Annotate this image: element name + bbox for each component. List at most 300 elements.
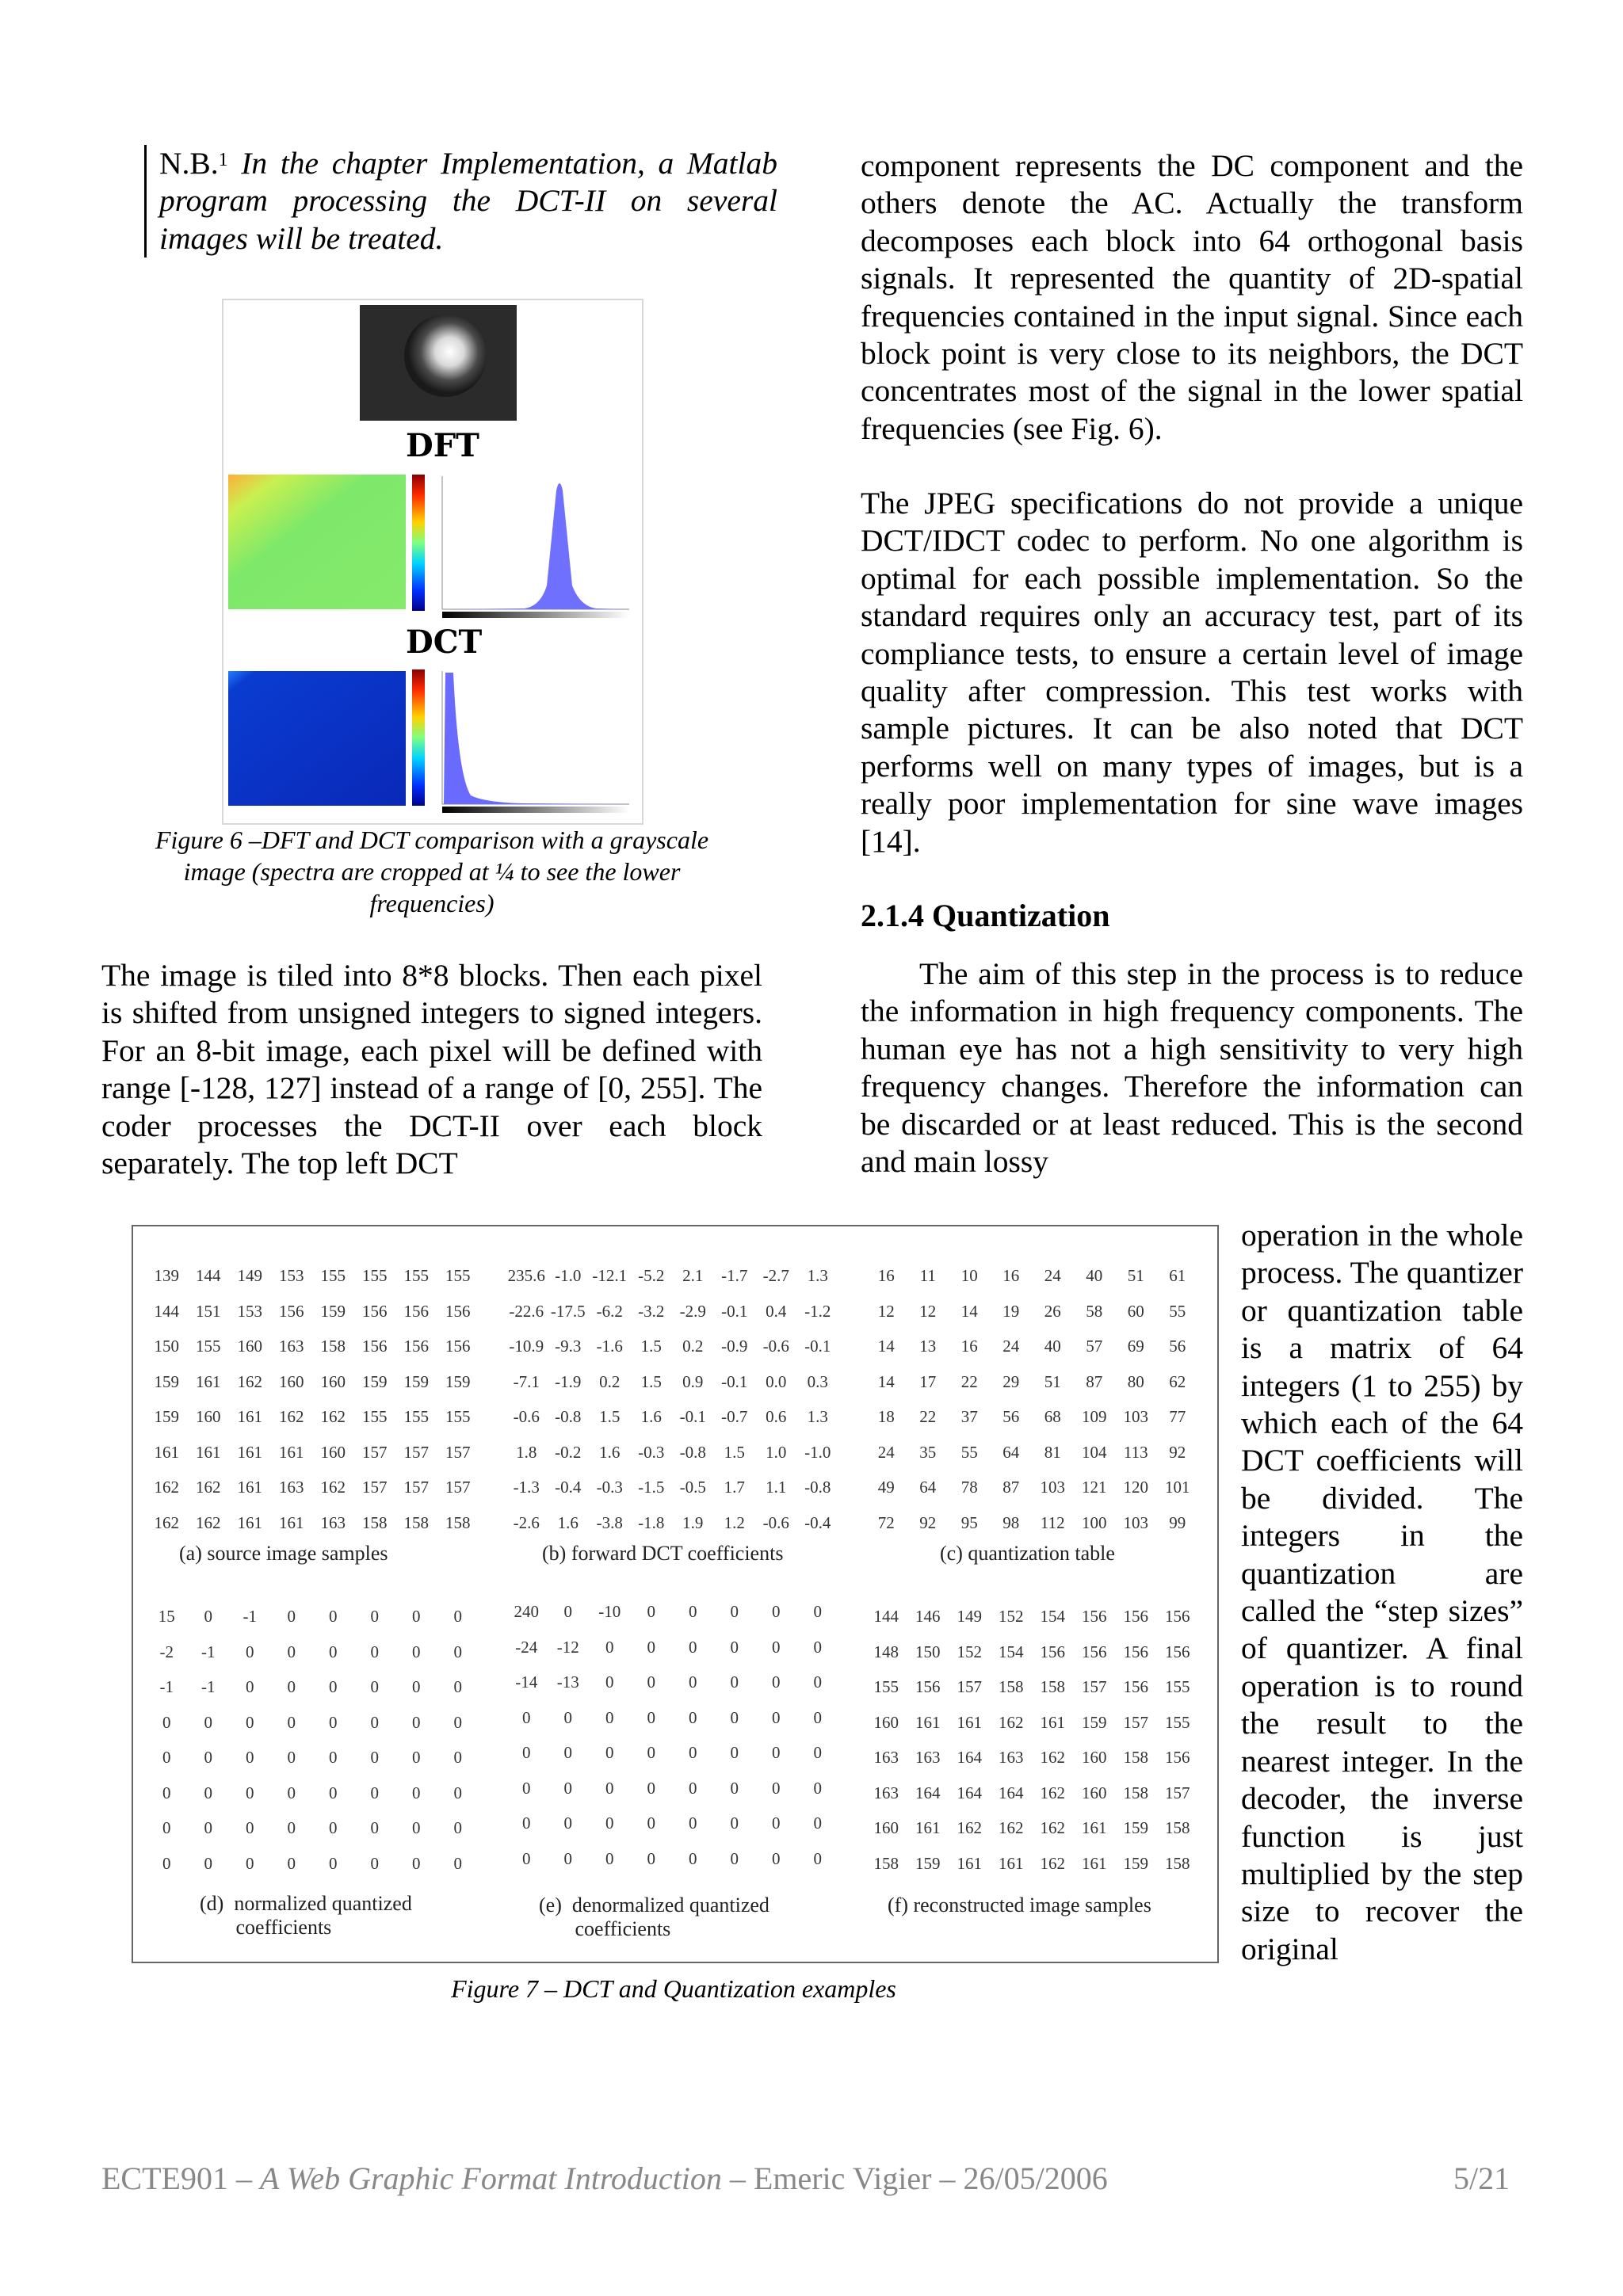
- matrix-cell: 0: [730, 1637, 739, 1657]
- label-f: (f) reconstructed image samples: [888, 1894, 1151, 1917]
- matrix-cell: 160: [279, 1371, 304, 1391]
- matrix-cell: 155: [362, 1266, 388, 1285]
- matrix-cell: 156: [1082, 1607, 1107, 1626]
- matrix-cell: -1.5: [638, 1478, 665, 1497]
- footer-title: A Web Graphic Format Introduction: [259, 2161, 722, 2196]
- matrix-cell: 0: [522, 1848, 531, 1868]
- matrix-cell: 0: [772, 1707, 781, 1727]
- matrix-cell: 60: [1127, 1301, 1144, 1321]
- label-d: (d) normalized quantized coefficients: [200, 1892, 412, 1939]
- matrix-cell: -1: [201, 1677, 216, 1696]
- matrix-cell: 157: [445, 1442, 471, 1462]
- matrix-cell: 161: [957, 1853, 982, 1873]
- matrix-cell: 153: [237, 1301, 262, 1321]
- matrix-forward-dct: [506, 1258, 838, 1540]
- matrix-cell: 162: [320, 1478, 346, 1497]
- matrix-cell: -17.5: [550, 1301, 586, 1321]
- matrix-cell: 0: [287, 1712, 296, 1732]
- matrix-cell: 162: [154, 1478, 179, 1497]
- matrix-cell: 160: [320, 1371, 346, 1391]
- section-heading: 2.1.4 Quantization: [861, 898, 1110, 933]
- matrix-cell: 163: [873, 1783, 899, 1802]
- matrix-cell: 155: [320, 1266, 346, 1285]
- matrix-cell: 0: [563, 1707, 572, 1727]
- matrix-cell: 0: [647, 1814, 655, 1833]
- matrix-cell: 159: [915, 1853, 941, 1873]
- matrix-cell: 159: [403, 1371, 429, 1391]
- matrix-cell: 161: [1082, 1818, 1107, 1837]
- matrix-cell: 161: [915, 1818, 941, 1837]
- matrix-cell: 0.9: [682, 1371, 704, 1391]
- matrix-cell: 0: [772, 1672, 781, 1691]
- matrix-cell: 0: [204, 1712, 212, 1732]
- matrix-cell: 55: [960, 1442, 978, 1462]
- matrix-cell: 0: [246, 1853, 254, 1873]
- matrix-cell: -2: [159, 1642, 174, 1661]
- matrix-cell: 0: [412, 1783, 421, 1802]
- matrix-cell: 0: [813, 1743, 822, 1762]
- matrix-cell: -14: [515, 1672, 538, 1691]
- matrix-cell: 0: [813, 1848, 822, 1868]
- matrix-cell: 161: [237, 1407, 262, 1426]
- matrix-cell: 87: [1002, 1478, 1020, 1497]
- matrix-cell: 0: [246, 1642, 254, 1661]
- matrix-cell: 0: [813, 1707, 822, 1727]
- matrix-cell: 1.5: [599, 1407, 621, 1426]
- matrix-cell: 0: [412, 1818, 421, 1837]
- matrix-cell: 157: [1123, 1712, 1148, 1732]
- matrix-cell: 0: [412, 1712, 421, 1732]
- matrix-cell: 98: [1002, 1512, 1020, 1532]
- matrix-cell: 100: [1082, 1512, 1107, 1532]
- matrix-cell: 0: [246, 1748, 254, 1767]
- matrix-cell: -0.8: [804, 1478, 831, 1497]
- matrix-cell: 150: [915, 1642, 941, 1661]
- matrix-cell: -24: [515, 1637, 538, 1657]
- matrix-cell: 0: [412, 1642, 421, 1661]
- matrix-cell: 158: [1165, 1853, 1190, 1873]
- matrix-cell: 160: [1082, 1748, 1107, 1767]
- matrix-cell: 0: [162, 1783, 171, 1802]
- matrix-cell: 0: [730, 1814, 739, 1833]
- matrix-cell: 157: [362, 1478, 388, 1497]
- matrix-cell: 0: [689, 1672, 697, 1691]
- matrix-cell: 159: [1123, 1818, 1148, 1837]
- matrix-cell: 0: [689, 1602, 697, 1621]
- matrix-normalized-quantized: [146, 1599, 479, 1881]
- matrix-cell: 56: [1169, 1337, 1186, 1356]
- matrix-cell: 0: [522, 1707, 531, 1727]
- matrix-cell: 0: [204, 1783, 212, 1802]
- matrix-cell: 157: [1165, 1783, 1190, 1802]
- matrix-cell: 155: [403, 1407, 429, 1426]
- matrix-cell: 113: [1123, 1442, 1148, 1462]
- matrix-cell: 101: [1165, 1478, 1190, 1497]
- dft-spectrum: [228, 475, 406, 609]
- matrix-cell: 161: [279, 1442, 304, 1462]
- matrix-cell: 156: [362, 1337, 388, 1356]
- matrix-cell: 0: [563, 1848, 572, 1868]
- matrix-cell: 152: [957, 1642, 982, 1661]
- matrix-cell: 161: [279, 1512, 304, 1532]
- matrix-cell: 159: [445, 1371, 471, 1391]
- matrix-cell: -0.8: [679, 1442, 706, 1462]
- matrix-cell: 161: [237, 1442, 262, 1462]
- matrix-cell: -0.8: [555, 1407, 582, 1426]
- matrix-cell: 0: [605, 1637, 614, 1657]
- matrix-cell: 0: [772, 1602, 781, 1621]
- matrix-cell: 22: [960, 1371, 978, 1391]
- matrix-cell: 158: [445, 1512, 471, 1532]
- matrix-cell: 0: [772, 1848, 781, 1868]
- matrix-cell: 162: [196, 1478, 221, 1497]
- matrix-cell: 24: [1044, 1266, 1061, 1285]
- matrix-cell: 156: [1123, 1677, 1148, 1696]
- matrix-cell: 0: [412, 1607, 421, 1626]
- matrix-cell: -0.3: [638, 1442, 665, 1462]
- matrix-cell: 0: [605, 1778, 614, 1798]
- matrix-cell: 162: [196, 1512, 221, 1532]
- matrix-cell: -0.7: [721, 1407, 748, 1426]
- matrix-cell: 0: [453, 1642, 462, 1661]
- matrix-cell: 0: [287, 1853, 296, 1873]
- matrix-cell: 0: [329, 1642, 338, 1661]
- matrix-cell: 0: [329, 1607, 338, 1626]
- matrix-cell: 155: [1165, 1677, 1190, 1696]
- matrix-cell: 121: [1082, 1478, 1107, 1497]
- matrix-cell: 0: [287, 1642, 296, 1661]
- footer-author-date: – Emeric Vigier – 26/05/2006: [721, 2161, 1108, 2196]
- matrix-cell: 164: [957, 1748, 982, 1767]
- matrix-cell: 0: [204, 1853, 212, 1873]
- matrix-cell: 161: [196, 1371, 221, 1391]
- matrix-cell: -1: [159, 1677, 174, 1696]
- matrix-cell: 162: [237, 1371, 262, 1391]
- matrix-cell: 29: [1002, 1371, 1020, 1391]
- matrix-cell: 163: [999, 1748, 1024, 1767]
- matrix-cell: 151: [196, 1301, 221, 1321]
- matrix-cell: 22: [919, 1407, 937, 1426]
- matrix-cell: -0.1: [679, 1407, 706, 1426]
- nb-lead: N.B.: [159, 146, 219, 181]
- matrix-cell: 158: [320, 1337, 346, 1356]
- matrix-cell: 155: [445, 1266, 471, 1285]
- matrix-cell: 161: [237, 1512, 262, 1532]
- matrix-cell: -0.5: [679, 1478, 706, 1497]
- matrix-cell: 0: [453, 1748, 462, 1767]
- matrix-cell: 0: [370, 1712, 379, 1732]
- matrix-cell: 1.9: [682, 1512, 704, 1532]
- matrix-cell: 158: [1040, 1677, 1065, 1696]
- matrix-cell: 56: [1002, 1407, 1020, 1426]
- matrix-cell: 0: [287, 1748, 296, 1767]
- matrix-cell: 92: [1169, 1442, 1186, 1462]
- matrix-cell: -0.1: [721, 1371, 748, 1391]
- matrix-cell: 37: [960, 1407, 978, 1426]
- matrix-cell: 158: [362, 1512, 388, 1532]
- matrix-cell: 0: [370, 1677, 379, 1696]
- matrix-cell: 1.1: [766, 1478, 787, 1497]
- matrix-cell: 15: [158, 1607, 175, 1626]
- matrix-cell: 64: [919, 1478, 937, 1497]
- left-paragraph: The image is tiled into 8*8 blocks. Then each pixel is shifted from unsigned integers to signed integers. For an 8-bit image, each pixel will be defined with range [-128, 127] instead of a range of [0, 255]. The coder processes the DCT-II over each block separately. The top left DCT: [101, 958, 762, 1181]
- matrix-cell: 24: [1002, 1337, 1020, 1356]
- matrix-cell: 0.0: [766, 1371, 787, 1391]
- matrix-cell: 0: [813, 1637, 822, 1657]
- footnote-marker: 1: [218, 150, 228, 170]
- matrix-cell: 155: [873, 1677, 899, 1696]
- matrix-cell: 0: [412, 1677, 421, 1696]
- matrix-cell: 157: [957, 1677, 982, 1696]
- matrix-cell: 157: [445, 1478, 471, 1497]
- figure-6-graphic: [223, 300, 642, 823]
- matrix-cell: 24: [877, 1442, 895, 1462]
- quantization-paragraph: The aim of this step in the process is to reduce the information in high frequency components. The human eye has not a high sensitivity to very high frequency changes. Therefore the information can be discarded or at least reduced. This is the second and main lossy: [861, 956, 1523, 1180]
- matrix-cell: -1.0: [555, 1266, 582, 1285]
- matrix-cell: 0: [162, 1712, 171, 1732]
- matrix-cell: -3.8: [596, 1512, 623, 1532]
- matrix-cell: 0: [453, 1677, 462, 1696]
- matrix-cell: 103: [1123, 1407, 1148, 1426]
- matrix-cell: 1.7: [724, 1478, 745, 1497]
- matrix-cell: 157: [362, 1442, 388, 1462]
- matrix-cell: 1.5: [724, 1442, 745, 1462]
- matrix-cell: 0: [370, 1818, 379, 1837]
- matrix-cell: 146: [915, 1607, 941, 1626]
- matrix-cell: 159: [154, 1407, 179, 1426]
- matrix-cell: 0: [772, 1778, 781, 1798]
- matrix-cell: 0: [246, 1818, 254, 1837]
- matrix-cell: 77: [1169, 1407, 1186, 1426]
- matrix-cell: 155: [403, 1266, 429, 1285]
- matrix-cell: -2.9: [679, 1301, 706, 1321]
- matrix-cell: 103: [1040, 1478, 1065, 1497]
- matrix-cell: 161: [237, 1478, 262, 1497]
- matrix-cell: 156: [1040, 1642, 1065, 1661]
- matrix-cell: 95: [960, 1512, 978, 1532]
- matrix-cell: 12: [919, 1301, 937, 1321]
- matrix-cell: 0.2: [599, 1371, 621, 1391]
- matrix-cell: 159: [320, 1301, 346, 1321]
- matrix-cell: 156: [1082, 1642, 1107, 1661]
- matrix-cell: 69: [1127, 1337, 1144, 1356]
- matrix-cell: 153: [279, 1266, 304, 1285]
- footer-left: [101, 2160, 1108, 2197]
- matrix-cell: 0: [246, 1677, 254, 1696]
- figure-7: [132, 1225, 1219, 1963]
- matrix-cell: 0: [689, 1814, 697, 1833]
- dft-colorbar: [412, 475, 425, 611]
- matrix-cell: 156: [403, 1337, 429, 1356]
- footer-course: ECTE901 –: [101, 2161, 260, 2196]
- matrix-cell: 19: [1002, 1301, 1020, 1321]
- matrix-cell: 139: [154, 1266, 179, 1285]
- dft-histogram: [442, 476, 629, 618]
- matrix-cell: 0: [813, 1672, 822, 1691]
- matrix-cell: 162: [1040, 1853, 1065, 1873]
- matrix-cell: 156: [362, 1301, 388, 1321]
- matrix-cell: 0.3: [807, 1371, 828, 1391]
- matrix-cell: 0.4: [766, 1301, 787, 1321]
- matrix-cell: 51: [1044, 1371, 1061, 1391]
- matrix-cell: 0: [647, 1602, 655, 1621]
- matrix-cell: 144: [196, 1266, 221, 1285]
- matrix-cell: 0: [453, 1783, 462, 1802]
- figure-7-caption: Figure 7 – DCT and Quantization examples: [451, 1974, 896, 2003]
- matrix-cell: 87: [1086, 1371, 1103, 1391]
- matrix-cell: 152: [999, 1607, 1024, 1626]
- matrix-cell: 61: [1169, 1266, 1186, 1285]
- matrix-cell: 156: [1123, 1642, 1148, 1661]
- matrix-cell: 0: [453, 1712, 462, 1732]
- matrix-cell: 158: [999, 1677, 1024, 1696]
- matrix-cell: 11: [919, 1266, 936, 1285]
- matrix-cell: 0: [522, 1743, 531, 1762]
- matrix-cell: 235.6: [507, 1266, 545, 1285]
- matrix-cell: 0: [647, 1637, 655, 1657]
- matrix-cell: 0: [162, 1853, 171, 1873]
- matrix-cell: 1.3: [807, 1266, 828, 1285]
- matrix-cell: 157: [1082, 1677, 1107, 1696]
- matrix-cell: 13: [919, 1337, 937, 1356]
- matrix-cell: -1.6: [596, 1337, 623, 1356]
- matrix-cell: 0: [204, 1748, 212, 1767]
- matrix-cell: 112: [1040, 1512, 1065, 1532]
- matrix-cell: 0: [287, 1783, 296, 1802]
- matrix-source-samples: [146, 1258, 479, 1540]
- matrix-cell: 16: [960, 1337, 978, 1356]
- dft-label: DFT: [406, 427, 479, 464]
- matrix-cell: 26: [1044, 1301, 1061, 1321]
- matrix-cell: 0: [453, 1853, 462, 1873]
- matrix-cell: 158: [873, 1853, 899, 1873]
- matrix-cell: -1: [201, 1642, 216, 1661]
- matrix-cell: 57: [1086, 1337, 1103, 1356]
- matrix-cell: 0: [605, 1848, 614, 1868]
- matrix-cell: 1.5: [640, 1371, 662, 1391]
- matrix-cell: 162: [279, 1407, 304, 1426]
- matrix-cell: 156: [1165, 1642, 1190, 1661]
- label-c: (c) quantization table: [940, 1542, 1115, 1565]
- matrix-cell: 0: [453, 1818, 462, 1837]
- matrix-cell: 161: [957, 1712, 982, 1732]
- matrix-cell: 162: [1040, 1748, 1065, 1767]
- matrix-cell: 163: [915, 1748, 941, 1767]
- matrix-cell: 109: [1082, 1407, 1107, 1426]
- label-e: (e) denormalized quantized coefficients: [539, 1894, 769, 1940]
- matrix-cell: 162: [957, 1818, 982, 1837]
- matrix-cell: -6.2: [596, 1301, 623, 1321]
- matrix-cell: 162: [999, 1712, 1024, 1732]
- matrix-cell: 161: [1082, 1853, 1107, 1873]
- matrix-cell: 0: [772, 1743, 781, 1762]
- matrix-cell: 159: [154, 1371, 179, 1391]
- matrix-cell: 10: [960, 1266, 978, 1285]
- matrix-cell: 58: [1086, 1301, 1103, 1321]
- matrix-cell: 160: [196, 1407, 221, 1426]
- matrix-cell: 144: [873, 1607, 899, 1626]
- matrix-cell: 0: [689, 1707, 697, 1727]
- matrix-cell: 35: [919, 1442, 937, 1462]
- matrix-cell: -3.2: [638, 1301, 665, 1321]
- matrix-cell: 0: [329, 1853, 338, 1873]
- matrix-cell: 160: [873, 1818, 899, 1837]
- matrix-cell: 162: [1040, 1818, 1065, 1837]
- matrix-cell: 49: [877, 1478, 895, 1497]
- matrix-cell: -13: [556, 1672, 579, 1691]
- matrix-cell: 16: [877, 1266, 895, 1285]
- matrix-cell: 0: [563, 1743, 572, 1762]
- matrix-cell: 150: [154, 1337, 179, 1356]
- matrix-cell: 2.1: [682, 1266, 704, 1285]
- matrix-cell: 0: [370, 1853, 379, 1873]
- matrix-cell: 163: [279, 1478, 304, 1497]
- matrix-cell: -5.2: [638, 1266, 665, 1285]
- figure-6-caption: Figure 6 –DFT and DCT comparison with a grayscale image (spectra are cropped at ¼ to see the lower frequencies): [155, 826, 709, 917]
- matrix-cell: -1.9: [555, 1371, 582, 1391]
- matrix-cell: 12: [877, 1301, 895, 1321]
- dct-colorbar: [412, 669, 425, 806]
- matrix-cell: 78: [960, 1478, 978, 1497]
- matrix-cell: 159: [362, 1371, 388, 1391]
- matrix-cell: -9.3: [555, 1337, 582, 1356]
- dct-label: DCT: [406, 624, 483, 661]
- matrix-cell: 80: [1127, 1371, 1144, 1391]
- matrix-cell: 103: [1123, 1512, 1148, 1532]
- quantization-paragraph-side: operation in the whole process. The quantizer or quantization table is a matrix of 64 integers (1 to 255) by which each of the 64 DCT coefficients will be divided. The integers in the quantization are called the “step sizes” of quantizer. A final operation is to round the result to the nearest integer. In the decoder, the inverse function is just multiplied by the step size to recover the original: [1241, 1218, 1523, 1966]
- matrix-cell: -10: [598, 1602, 621, 1621]
- matrix-cell: 157: [403, 1442, 429, 1462]
- matrix-cell: 162: [154, 1512, 179, 1532]
- matrix-cell: 0: [563, 1814, 572, 1833]
- matrix-cell: 104: [1082, 1442, 1107, 1462]
- matrix-cell: 163: [873, 1748, 899, 1767]
- matrix-cell: 0: [605, 1707, 614, 1727]
- matrix-cell: 0: [563, 1778, 572, 1798]
- matrix-cell: 0: [412, 1853, 421, 1873]
- matrix-cell: -12: [556, 1637, 579, 1657]
- matrix-cell: 158: [403, 1512, 429, 1532]
- matrix-cell: 158: [1123, 1783, 1148, 1802]
- matrix-cell: 17: [919, 1371, 937, 1391]
- matrix-cell: 161: [196, 1442, 221, 1462]
- matrix-cell: 144: [154, 1301, 179, 1321]
- matrix-cell: 0: [772, 1637, 781, 1657]
- matrix-cell: -0.6: [762, 1512, 789, 1532]
- matrix-cell: 0: [689, 1778, 697, 1798]
- matrix-cell: -2.6: [513, 1512, 540, 1532]
- matrix-cell: 0: [730, 1602, 739, 1621]
- matrix-cell: 1.0: [766, 1442, 787, 1462]
- matrix-cell: -1.2: [804, 1301, 831, 1321]
- matrix-cell: 0: [730, 1672, 739, 1691]
- matrix-cell: -10.9: [509, 1337, 544, 1356]
- matrix-cell: 155: [1165, 1712, 1190, 1732]
- matrix-cell: 18: [877, 1407, 895, 1426]
- matrix-cell: 160: [320, 1442, 346, 1462]
- matrix-cell: 162: [320, 1407, 346, 1426]
- matrix-cell: 120: [1123, 1478, 1148, 1497]
- matrix-cell: 156: [915, 1677, 941, 1696]
- matrix-cell: 0: [453, 1607, 462, 1626]
- matrix-cell: 160: [1082, 1783, 1107, 1802]
- matrix-cell: 0: [647, 1743, 655, 1762]
- matrix-cell: 156: [1165, 1607, 1190, 1626]
- matrix-cell: -7.1: [513, 1371, 540, 1391]
- matrix-cell: 0: [563, 1602, 572, 1621]
- matrix-cell: 0: [730, 1707, 739, 1727]
- matrix-cell: 158: [1165, 1818, 1190, 1837]
